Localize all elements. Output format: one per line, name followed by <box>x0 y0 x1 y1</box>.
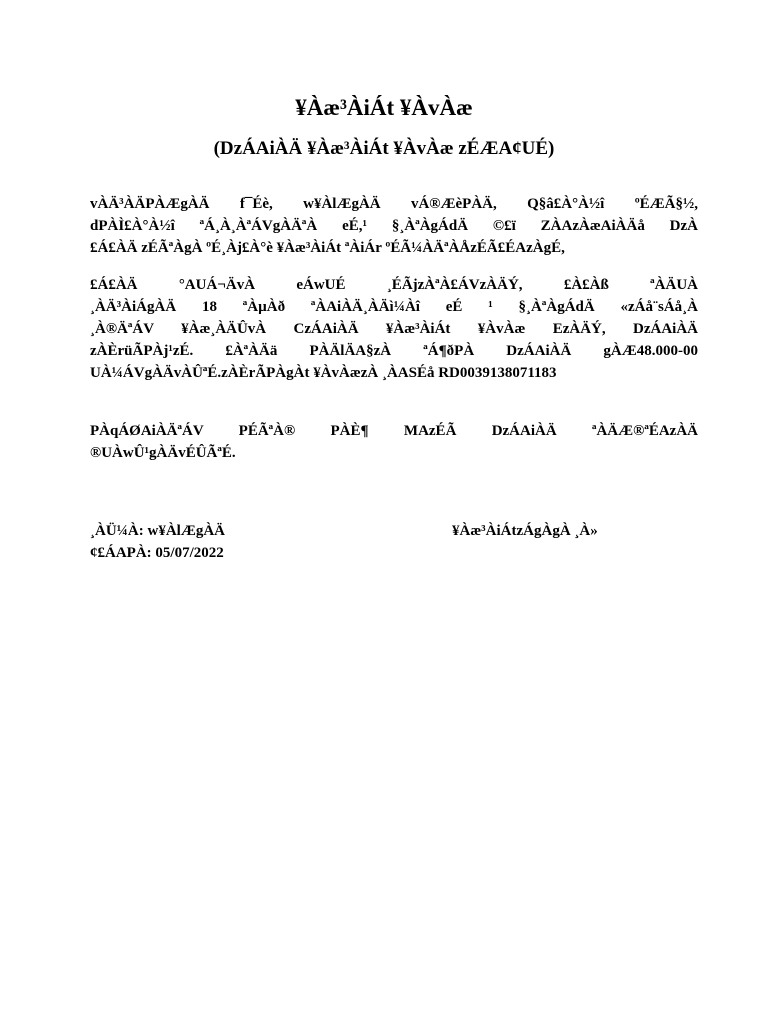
paragraph-income-statement <box>90 274 698 384</box>
paragraph-line: PÀqÁØAiÀÄªÁV PÉÃªÀ® PÀÈ¶ MAzÉÃ DzÁAiÀÄ ªÀÄÆ®ªÉAzÀÄ <box>90 423 698 439</box>
signature-label: ¥Àæ³ÀiÁtzÁgÀgÀ ¸À» <box>452 523 598 539</box>
paragraph-line: dPÀÌ£À°À½î ªÁ¸À¸ÀªÁVgÀÄªÀ eÉ,¹ §¸ÀªÀgÁdÄ ©£ï ZÀAzÀæAiÀÄå DzÀ <box>90 218 698 234</box>
paragraph-line: ¸À®ÄªÁV ¥Àæ¸ÀÄÛvÀ CzÁAiÀÄ ¥Àæ³ÀiÁt ¥ÀvÀæ EzÀÄÝ, DzÁAiÀÄ <box>90 321 698 337</box>
paragraph-declarant-details <box>90 193 698 259</box>
document-subtitle: (DzÁAiÀÄ ¥Àæ³ÀiÁt ¥ÀvÀæ zÉÆA¢UÉ) <box>213 138 555 159</box>
paragraph-line: zÀÈrüÃPÀj¹zÉ. £ÀªÀÄä PÀÄlÄA§zÀ ªÁ¶ðPÀ DzÁAiÀÄ gÀÆ48.000-00 <box>90 343 698 359</box>
paragraph-line: ¸ÀÄ³ÀiÁgÀÄ 18 ªÀµÀð ªÀAiÀÄ¸ÀÄì¼Àî eÉ ¹ §¸ÀªÀgÁdÄ «zÁå¨sÁå¸À <box>90 299 698 315</box>
paragraph-line: £Á£ÀÄ zÉÃªÀgÀ ºÉ¸Àj£À°è ¥Àæ³ÀiÁt ªÀiÁr ºÉÃ¼ÀÄªÀÅzÉÃ£ÉAzÀgÉ, <box>90 240 565 256</box>
place-field: ¸ÀÜ¼À: w¥ÀlÆgÀÄ <box>90 523 225 539</box>
paragraph-declaration <box>90 420 698 464</box>
document-title: ¥Àæ³ÀiÁt ¥ÀvÀæ <box>295 95 473 120</box>
paragraph-line: £Á£ÀÄ °AUÁ¬ÄvÀ eÁwUÉ ¸ÉÃjzÀªÀ£ÁVzÀÄÝ, £À£Àß ªÀÄUÀ <box>90 277 698 293</box>
paragraph-line: vÀÄ³ÀÄPÀÆgÀÄ f¯Éè, w¥ÀlÆgÀÄ vÁ®ÆèPÀÄ, Q§â£À°À½î ºÉÆÃ§½, <box>90 196 698 212</box>
date-field: ¢£ÁAPÀ: 05/07/2022 <box>90 545 224 561</box>
paragraph-line: ®UÀwÛ¹gÀÄvÉÛÃªÉ. <box>90 445 236 461</box>
paragraph-line: UÀ¼ÁVgÀÄvÀÛªÉ.zÀÈrÃPÀgÀt ¥ÀvÀæzÀ ¸ÀASÉå RD0039138071183 <box>90 365 557 381</box>
